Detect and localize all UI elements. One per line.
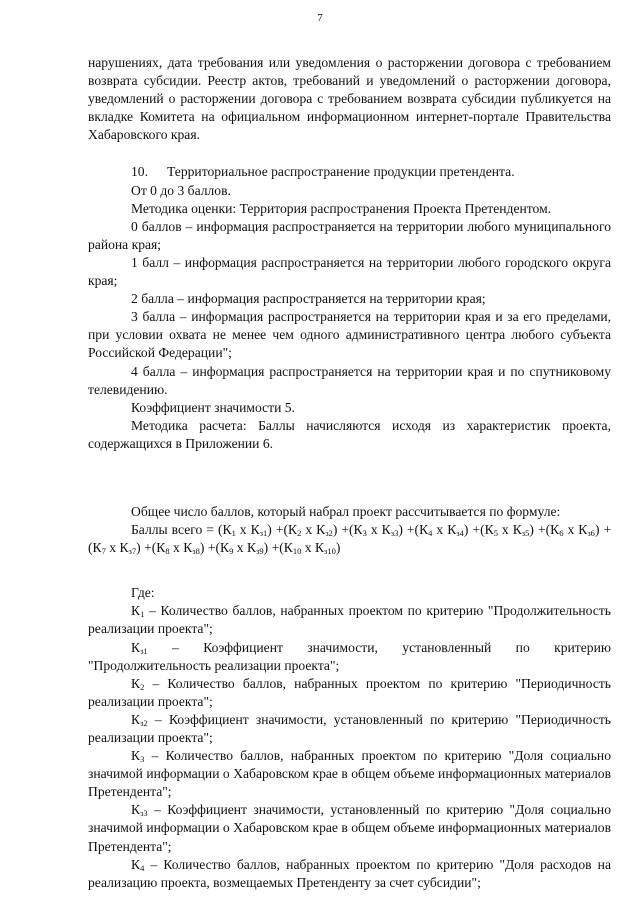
formula-term: $+(К_5$ x $К_{з5}$)	[472, 522, 534, 539]
definition-text: – Коэффициент значимости, установленный по критерию "Продолжительность реализации проекта";	[88, 639, 611, 673]
formula-coef-symbol: К	[183, 540, 193, 556]
formula-k-subscript: 7	[101, 546, 106, 557]
formula-coef-subscript: з9	[256, 546, 264, 557]
formula-k-subscript: 1	[231, 528, 236, 539]
definition-symbol: К	[131, 711, 141, 727]
formula-k-symbol: К	[419, 522, 429, 538]
definition-subscript: 2	[140, 681, 145, 692]
document-body	[88, 54, 611, 892]
formula-coef-symbol: К	[314, 540, 325, 556]
criterion-10-title: Территориальное распространение продукции претендента.	[167, 164, 515, 180]
formula-term: $+(К_7$ x $К_{з7}$)	[88, 522, 612, 557]
formula-expression	[88, 521, 611, 557]
definition-subscript: з1	[140, 645, 148, 656]
formula-k-symbol: К	[484, 522, 494, 538]
definition-item	[88, 602, 611, 638]
definition-subscript: 4	[140, 862, 145, 873]
formula-coef-subscript: з2	[325, 528, 333, 539]
formula-k-symbol: К	[550, 522, 560, 538]
formula-term: $+(К_2$ x $К_{з2}$)	[275, 522, 338, 539]
where-label: Где:	[131, 585, 155, 601]
definition-item	[88, 856, 611, 892]
score-3-paragraph: 3 балла – информация распространяется на территории края и за его пределами, при условии охвата не менее чем одного административного центра любого субъекта Российской Федерации";	[88, 309, 611, 361]
definition-text: – Количество баллов, набранных проектом по критерию "Доля социально значимой информации о Хабаровском крае в общем объеме информационных материалов Претендента";	[88, 748, 611, 800]
formula-term: $+(К_8$ x $К_{з8}$)	[144, 540, 205, 557]
definition-symbol: К	[131, 639, 141, 655]
score-2-paragraph: 2 балла – информация распространяется на территории края;	[131, 291, 486, 307]
formula-coef-symbol: К	[381, 522, 391, 538]
formula-coef-symbol: К	[512, 522, 522, 538]
definition-item	[88, 675, 611, 711]
definition-symbol: К	[131, 856, 141, 872]
criterion-10-calc-method: Методика расчета: Баллы начисляются исходя из характеристик проекта, содержащихся в Приложении 6.	[88, 417, 611, 451]
definition-symbol: К	[131, 675, 141, 691]
formula-lhs-word1: Баллы	[131, 522, 168, 538]
formula-k-subscript: 10	[292, 546, 302, 557]
definition-item	[88, 639, 611, 675]
definition-subscript: з3	[140, 808, 148, 819]
formula-term: $+(К_3$ x $К_{з3}$)	[341, 522, 403, 539]
definition-symbol: К	[131, 603, 141, 619]
criterion-10-heading	[88, 163, 611, 181]
formula-coef-subscript: з3	[390, 528, 399, 539]
formula-coef-subscript: з8	[192, 546, 200, 557]
formula-term: $+(К_4$ x $К_{з4}$)	[406, 522, 469, 539]
formula-coef-subscript: з4	[456, 528, 464, 539]
definition-subscript: з2	[140, 717, 148, 728]
continuation-paragraph: нарушениях, дата требования или уведомления о расторжении договора с требованием возврата субсидии. Реестр актов, требований и уведомлений о расторжении договора, уведомлений о расторжении договора с требованием возврата субсидии публикуется на вкладке Комитета на официальном информационном интернет-портале Правительства Хабаровского края.	[88, 55, 611, 143]
formula-k-symbol: К	[222, 522, 232, 538]
formula-coef-subscript: з6	[587, 528, 595, 539]
formula-coef-subscript: з1	[259, 528, 268, 539]
score-4-paragraph: 4 балла – информация распространяется на территории края и по спутниковому телевидению.	[88, 363, 611, 397]
formula-coef-symbol: К	[250, 522, 260, 538]
definition-symbol: К	[131, 802, 141, 818]
formula-coef-subscript: з5	[521, 528, 530, 539]
definition-text: – Коэффициент значимости, установленный по критерию "Доля социально значимой информации о Хабаровском крае в общем объеме информационных материалов Претендента";	[88, 802, 611, 854]
definition-text: – Коэффициент значимости, установленный по критерию "Периодичность реализации проекта";	[88, 711, 611, 745]
criterion-10-coefficient: Коэффициент значимости 5.	[131, 399, 295, 415]
formula-k-subscript: 4	[428, 528, 433, 539]
criterion-10-range: От 0 до 3 баллов.	[131, 182, 231, 198]
definitions-list	[88, 602, 611, 892]
formula-k-subscript: 5	[493, 528, 498, 539]
formula-k-subscript: 3	[362, 528, 367, 539]
formula-k-symbol: К	[283, 540, 293, 556]
definition-text: – Количество баллов, набранных проектом по критерию "Доля расходов на реализацию проекта, возмещаемых Претенденту за счет субсидии";	[88, 856, 611, 890]
criterion-10-method: Методика оценки: Территория распространения Проекта Претендентом.	[131, 200, 552, 216]
score-0-paragraph: 0 баллов – информация распространяется на территории любого муниципального района края;	[88, 218, 611, 252]
definition-subscript: 1	[140, 609, 145, 620]
formula-k-symbol: К	[288, 522, 298, 538]
formula-k-subscript: 8	[165, 546, 170, 557]
formula-coef-subscript: з10	[324, 546, 336, 557]
formula-coef-subscript: з7	[128, 546, 137, 557]
score-1-paragraph: 1 балл – информация распространяется на территории любого городского округа края;	[88, 254, 611, 289]
formula-k-subscript: 2	[297, 528, 302, 539]
definition-text: – Количество баллов, набранных проектом по критерию "Периодичность реализации проекта";	[88, 675, 611, 709]
formula-term: $+(К_6$ x $К_{з6}$)	[537, 522, 600, 539]
formula-k-symbol: К	[156, 540, 166, 556]
formula-lhs-word2: всего	[171, 522, 203, 538]
formula-equals: =	[206, 522, 214, 538]
definition-symbol: К	[131, 748, 141, 764]
formula-intro: Общее число баллов, который набрал проект рассчитывается по формуле:	[131, 503, 561, 519]
formula-k-symbol: К	[92, 540, 102, 556]
formula-k-symbol: К	[353, 522, 363, 538]
formula-coef-symbol: К	[578, 522, 588, 538]
formula-coef-symbol: К	[447, 522, 457, 538]
formula-term: $+(К_9$ x $К_{з9}$)	[207, 540, 269, 557]
formula-k-subscript: 6	[559, 528, 564, 539]
definition-item	[88, 747, 611, 801]
formula-coef-symbol: К	[246, 540, 257, 556]
definition-text: – Количество баллов, набранных проектом по критерию "Продолжительность реализации проекта";	[88, 603, 611, 637]
formula-coef-symbol: К	[119, 540, 129, 556]
definition-subscript: 3	[140, 754, 145, 765]
formula-k-subscript: 9	[229, 546, 234, 557]
criterion-10-number: 10.	[131, 164, 148, 180]
formula-coef-symbol: К	[316, 522, 326, 538]
page-number: 7	[317, 12, 323, 24]
definition-item	[88, 711, 611, 747]
formula-term: $+(К_{10}$ x $К_{з10}$)	[271, 540, 341, 557]
formula-k-symbol: К	[220, 540, 230, 556]
formula-term: ($К_1$ x $К_{з1}$)	[217, 522, 272, 539]
definition-item	[88, 801, 611, 855]
